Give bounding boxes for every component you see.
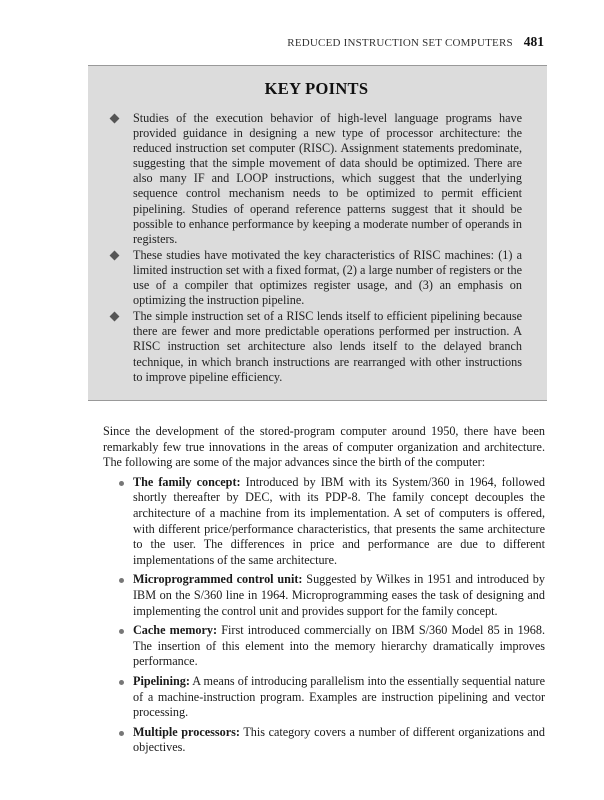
key-point-text: The simple instruction set of a RISC lends itself to efficient pipelining because there are fewer and more predictable operations performed per instruction. A RISC instruction set architecture also lends itself to the delayed branch technique, in which branch instructions are rearranged with other instructions to improve pipeline efficiency. bbox=[133, 309, 522, 384]
key-points-list bbox=[111, 111, 522, 385]
key-point-text: Studies of the execution behavior of high-level language programs have provided guidance in designing a new type of processor architecture: the reduced instruction set computer (RISC). Assignment statements predominate, suggesting that the simple movement of data should be optimized. There are also many IF and LOOP instructions, which suggest that the underlying sequence control mechanism needs to be optimized to permit efficient pipelining. Studies of operand reference patterns suggest that it should be possible to enhance performance by keeping a moderate number of operands in registers. bbox=[133, 111, 522, 246]
diamond-bullet-icon bbox=[110, 114, 120, 124]
key-points-box bbox=[88, 66, 547, 400]
page-number: 481 bbox=[523, 34, 544, 49]
advance-item bbox=[103, 674, 545, 721]
advance-text: A means of introducing parallelism into the essentially sequential nature of a machine-instruction program. Examples are instruction pipelining and vector processing. bbox=[133, 673, 545, 720]
round-bullet-icon bbox=[119, 680, 124, 685]
round-bullet-icon bbox=[119, 731, 124, 736]
round-bullet-icon bbox=[119, 481, 124, 486]
running-title: REDUCED INSTRUCTION SET COMPUTERS bbox=[287, 37, 513, 49]
key-points-bottom-rule bbox=[88, 400, 547, 401]
key-point-item bbox=[111, 111, 522, 247]
advance-term: The family concept: bbox=[133, 474, 241, 489]
body-text bbox=[103, 424, 545, 760]
advance-text: Suggested by Wilkes in 1951 and introduced by IBM on the S/360 line in 1964. Microprogramming eases the task of designing and implementing the control unit and provides support for the family concept. bbox=[133, 572, 545, 618]
advances-list bbox=[103, 475, 545, 756]
advance-item bbox=[103, 572, 545, 619]
key-point-item bbox=[111, 248, 522, 308]
advance-term: Multiple processors: bbox=[133, 724, 240, 739]
advance-text: This category covers a number of different organizations and objectives. bbox=[133, 724, 545, 755]
advance-item bbox=[103, 475, 545, 569]
advance-text: First introduced commercially on IBM S/360 Model 85 in 1968. The insertion of this element into the memory hierarchy dramatically improves performance. bbox=[133, 623, 545, 669]
diamond-bullet-icon bbox=[110, 312, 120, 322]
diamond-bullet-icon bbox=[110, 250, 120, 260]
running-header bbox=[100, 34, 544, 50]
advance-term: Cache memory: bbox=[133, 623, 218, 638]
key-points-title: KEY POINTS bbox=[264, 79, 369, 98]
key-point-text: These studies have motivated the key characteristics of RISC machines: (1) a limited instruction set with a fixed format, (2) a large number of registers or the use of a compiler that optimizes register usage, and (3) an emphasis on optimizing the instruction pipeline. bbox=[133, 247, 522, 308]
advance-item bbox=[103, 623, 545, 670]
round-bullet-icon bbox=[119, 629, 124, 634]
key-point-item bbox=[111, 309, 522, 384]
advance-term: Microprogrammed control unit: bbox=[133, 572, 303, 587]
advance-term: Pipelining: bbox=[133, 673, 190, 688]
round-bullet-icon bbox=[119, 578, 124, 583]
advance-item bbox=[103, 725, 545, 756]
intro-paragraph: Since the development of the stored-program computer around 1950, there have been remarkably few true innovations in the areas of computer organization and architecture. The following are some of the major advances since the birth of the computer: bbox=[103, 424, 545, 470]
advance-text: Introduced by IBM with its System/360 in 1964, followed shortly thereafter by DEC, with its PDP-8. The family concept decouples the architecture of a machine from its implementation. A set of computers is offered, with different price/performance characteristics, that presents the same architecture to the user. The differences in price and performance are due to different implementations of the same architecture. bbox=[133, 474, 546, 567]
